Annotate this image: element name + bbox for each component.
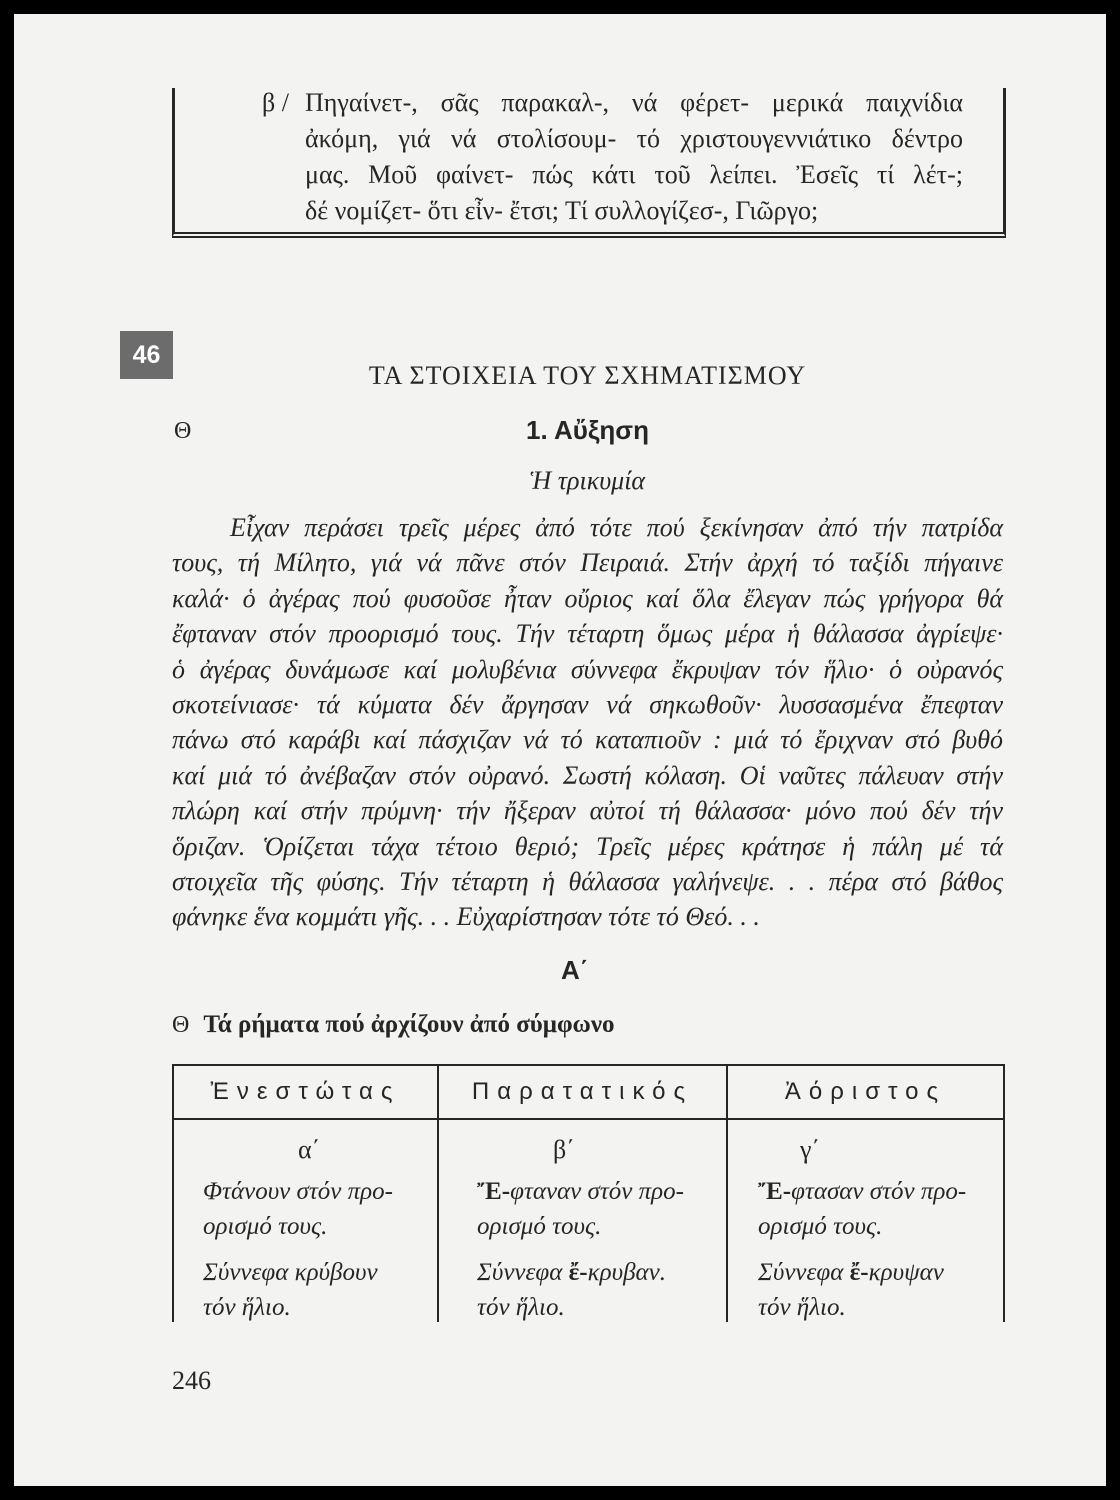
rule-heading-text: Τά ρήματα πού ἀρχίζουν ἀπό σύμφωνο [203,1011,615,1038]
cell-line: ορισμό τους. [477,1213,602,1240]
exercise-line: ἀκόμη, γιά νά στολίσουμ- τό χριστουγεννιάτικο δέντρο [305,124,963,153]
paragraph-line: στοιχεῖα τῆς φύσης. Τήν τέταρτη ἡ θάλασσα γαλήνεψε. . . πέρα στό βάθος [172,866,1003,896]
paragraph-line: ὁ ἀγέρας δυνάμωσε καί μολυβένια σύννεφα ἔκρυψαν τόν ἥλιο· ὁ οὐρανός [172,654,1003,684]
cell-line: ορισμό τους. [203,1213,328,1240]
table-header: Παρατατικός [439,1066,726,1120]
cell-line: Ἔ-φτασαν στόν προ- [758,1178,967,1205]
column-label: γ΄ [800,1135,821,1164]
paragraph-line: ἔφταναν στόν προορισμό τους. Τήν τέταρτη ὅμως μέρα ἡ θάλασσα ἀγρίεψε· [172,619,1003,649]
continued-exercise-box [172,88,1006,238]
cell-line: τόν ἥλιο. [203,1294,291,1321]
reading-paragraph [172,510,1003,935]
lesson-title: ΤΑ ΣΤΟΙΧΕΙΑ ΤΟΥ ΣΧΗΜΑΤΙΣΜΟΥ [368,361,807,390]
paragraph-line: πάνω στό καράβι καί πάσχιζαν νά τό καταπιοῦν : μιά τό ἔριχναν στό βυθό [172,725,1003,755]
table-header: Ἐνεστώτας [174,1066,437,1120]
section-label: Α΄ [561,955,589,985]
table-column-aorist [726,1066,1003,1322]
paragraph-line: καί μιά τό ἀνέβαζαν στόν οὐρανό. Σωστή κόλαση. Οἱ ναῦτες πάλευαν στήν [172,760,1003,790]
reading-title: Ἡ τρικυμία [529,466,646,495]
cell-line: τόν ἥλιο. [477,1294,565,1321]
exercise-text [305,85,963,229]
cell-line: Σύννεφα ἔ-κρυβαν. [477,1259,666,1286]
column-label: α΄ [298,1135,321,1164]
lesson-subtitle: 1. Αὔξηση [526,415,649,445]
column-label: β΄ [553,1135,575,1164]
cell-line: Φτάνουν στόν προ- [203,1178,393,1205]
paragraph-line: καλά· ὁ ἀγέρας πού φυσοῦσε ἦταν οὔριος καί ὅλα ἔλεγαν πώς γρήγορα θά [172,583,1003,613]
table-cell [758,1174,997,1325]
table-cell [203,1174,429,1325]
exercise-line: μας. Μοῦ φαίνετ- πώς κάτι τοῦ λείπει. Ἐσεῖς τί λέτ-; [305,160,963,189]
exercise-line: δέ νομίζετ- ὅτι εἶν- ἔτσι; Τί συλλογίζεσ-, Γιῶργο; [305,196,819,225]
paragraph-line: τους, τή Μίλητο, γιά νά πᾶνε στόν Πειραιά. Στήν ἀρχή τό ταξίδι πήγαινε [172,548,1003,578]
paragraph-line: ὅριζαν. Ὁρίζεται τάχα τέτοιο θεριό; Τρεῖς μέρες κράτησε ἡ πάλη μέ τά [172,831,1003,861]
cell-line: Σύννεφα κρύβουν [203,1259,378,1286]
cell-line: Σύννεφα ἔ-κρυψαν [758,1259,944,1286]
table-header: Ἀόριστος [728,1066,1003,1120]
cell-line: Ἔ-φταναν στόν προ- [477,1178,685,1205]
cell-line: ορισμό τους. [758,1213,883,1240]
cell-line: τόν ἥλιο. [758,1294,846,1321]
tense-table [172,1064,1005,1322]
theta-marker-icon: Θ [172,1012,190,1038]
lesson-number-badge: 46 [120,331,173,379]
paragraph-line: Εἶχαν περάσει τρεῖς μέρες ἀπό τότε πού ξεκίνησαν ἀπό τήν πατρίδα [230,513,1003,542]
paragraph-line: πλώρη καί στήν πρύμνη· τήν ἤξεραν αὐτοί τή θάλασσα· μόνο πού δέν τήν [172,796,1003,826]
table-cell [477,1174,718,1325]
paragraph-line: φάνηκε ἕνα κομμάτι γῆς. . . Εὐχαρίστησαν τότε τό Θεό. . . [172,902,760,932]
page-number: 246 [172,1366,211,1395]
theta-marker-icon: Θ [174,418,192,444]
paragraph-line: σκοτείνιασε· τά κύματα δέν ἄργησαν νά σηκωθοῦν· λυσσασμένα ἔπεφταν [172,689,1003,719]
table-column-present [174,1066,437,1322]
exercise-label: β / [262,88,289,117]
exercise-line: Πηγαίνετ-, σᾶς παρακαλ-, νά φέρετ- μερικά παιχνίδια [305,88,963,117]
rule-heading [172,1007,615,1043]
table-column-imperfect [437,1066,726,1322]
